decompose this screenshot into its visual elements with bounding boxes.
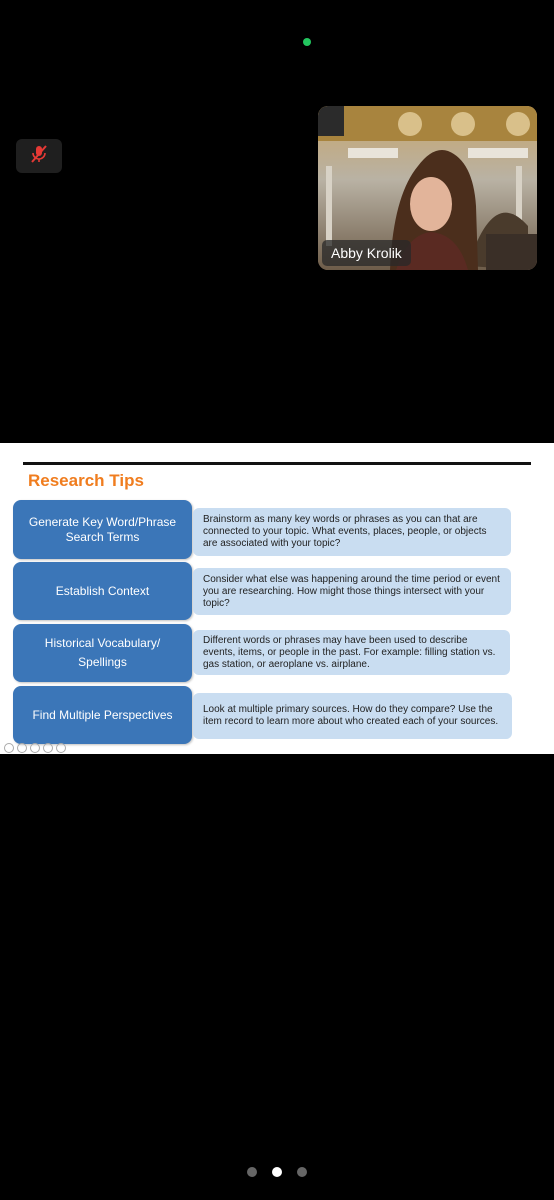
tip-description: Look at multiple primary sources. How do they compare? Use the item record to learn more about who created each of your sources. — [193, 693, 512, 739]
tip-description: Consider what else was happening around the time period or event you are researching. How might those things intersect with your topic? — [193, 568, 511, 615]
zoom-icon[interactable] — [43, 743, 53, 753]
tip-label: Find Multiple Perspectives — [13, 686, 192, 744]
tip-label: Historical Vocabulary/ Spellings — [13, 624, 192, 682]
participant-name: Abby Krolik — [322, 240, 411, 266]
next-slide-icon[interactable] — [17, 743, 27, 753]
slide-toolbar — [4, 743, 66, 753]
shared-slide — [0, 443, 554, 754]
slide-title: Research Tips — [28, 471, 144, 490]
page-dot[interactable] — [247, 1167, 257, 1177]
slide-divider — [23, 462, 531, 465]
prev-slide-icon[interactable] — [4, 743, 14, 753]
participant-video[interactable] — [318, 106, 537, 270]
tip-description: Different words or phrases may have been used to describe events, items, or people in the past. For example: filling station vs. gas station, or aeroplane vs. airplane. — [193, 630, 510, 675]
more-icon[interactable] — [56, 743, 66, 753]
page-indicator[interactable] — [247, 1167, 307, 1177]
mic-off-icon — [28, 143, 50, 170]
tip-description: Brainstorm as many key words or phrases as you can that are connected to your topic. What events, places, people, or objects are associated with your topic? — [193, 508, 511, 556]
tip-label: Establish Context — [13, 562, 192, 620]
page-dot-active[interactable] — [272, 1167, 282, 1177]
camera-indicator — [303, 38, 311, 46]
tip-label: Generate Key Word/Phrase Search Terms — [13, 500, 192, 559]
mute-button[interactable] — [16, 139, 62, 173]
pen-icon[interactable] — [30, 743, 40, 753]
page-dot[interactable] — [297, 1167, 307, 1177]
